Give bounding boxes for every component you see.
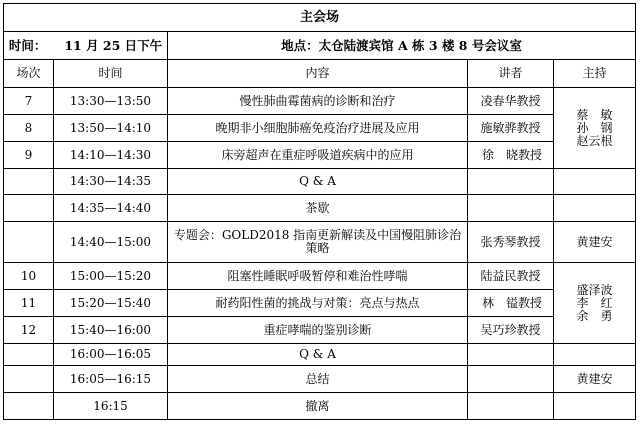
session-time: 14:30—14:35: [54, 169, 168, 195]
host-cell: [554, 222, 636, 263]
session-time: 13:50—14:10: [54, 115, 168, 142]
session-speaker: 陆益民教授: [468, 263, 554, 290]
session-speaker: 吴巧珍教授: [468, 317, 554, 344]
session-number: 10: [4, 263, 54, 290]
table-row: [4, 195, 636, 222]
table-row: [4, 263, 636, 290]
schedule-table: [3, 3, 636, 420]
host-name: 盛泽波: [576, 282, 613, 297]
session-topic: 茶歇: [168, 195, 468, 222]
host-cell: [554, 88, 636, 169]
session-time: 14:35—14:40: [54, 195, 168, 222]
table-row: [4, 88, 636, 115]
session-topic: 总结: [168, 366, 468, 393]
session-topic: 阻塞性睡眠呼吸暂停和难治性哮喘: [168, 263, 468, 290]
session-topic: 撤离: [168, 393, 468, 420]
session-number: [4, 366, 54, 393]
table-row: [4, 366, 636, 393]
table-row: [4, 393, 636, 420]
table-row: [4, 344, 636, 366]
session-number: 9: [4, 142, 54, 169]
session-number: [4, 222, 54, 263]
table-row: [4, 290, 636, 317]
host-cell: [554, 393, 636, 420]
session-speaker: 施敏骅教授: [468, 115, 554, 142]
host-cell: [554, 263, 636, 344]
session-speaker: 张秀琴教授: [468, 222, 554, 263]
column-header: 内容: [168, 60, 468, 88]
session-topic: Q & A: [168, 344, 468, 366]
session-number: [4, 393, 54, 420]
session-topic: Q & A: [168, 169, 468, 195]
session-time: 14:40—15:00: [54, 222, 168, 263]
session-time: 15:40—16:00: [54, 317, 168, 344]
table-row: [4, 142, 636, 169]
session-topic: 耐药阳性菌的挑战与对策：亮点与热点: [168, 290, 468, 317]
host-name: 蔡 敏: [576, 107, 613, 122]
session-number: 11: [4, 290, 54, 317]
session-speaker: 林 镒教授: [468, 290, 554, 317]
host-name: 余 勇: [576, 308, 613, 323]
table-row: [4, 115, 636, 142]
column-header: 场次: [4, 60, 54, 88]
session-number: 12: [4, 317, 54, 344]
time-value: 11 月 25 日下午: [64, 38, 163, 53]
session-number: [4, 344, 54, 366]
session-topic: 晚期非小细胞肺癌免疫治疗进展及应用: [168, 115, 468, 142]
header-row: [4, 60, 636, 88]
host-cell: [554, 344, 636, 366]
host-name: 赵云根: [576, 133, 613, 148]
session-time: 16:15: [54, 393, 168, 420]
host-cell: [554, 195, 636, 222]
column-header: 时间: [54, 60, 168, 88]
table-row: [4, 222, 636, 263]
place-label: 地点：: [281, 38, 319, 53]
table-row: [4, 169, 636, 195]
session-time: 16:05—16:15: [54, 366, 168, 393]
session-number: [4, 169, 54, 195]
host-name: 孙 钢: [576, 120, 613, 135]
session-time: 14:10—14:30: [54, 142, 168, 169]
session-speaker: [468, 169, 554, 195]
host-name: 黄建安: [576, 371, 613, 386]
session-speaker: 凌春华教授: [468, 88, 554, 115]
table-row: [4, 317, 636, 344]
host-name: 黄建安: [576, 234, 613, 249]
host-cell: [554, 169, 636, 195]
session-time: 13:30—13:50: [54, 88, 168, 115]
time-label: 时间：: [8, 38, 47, 53]
session-number: [4, 195, 54, 222]
host-name: 李 红: [576, 295, 613, 310]
session-speaker: [468, 366, 554, 393]
session-time: 15:20—15:40: [54, 290, 168, 317]
title-row: [4, 4, 636, 32]
session-number: 8: [4, 115, 54, 142]
session-speaker: [468, 195, 554, 222]
place-info: [168, 32, 636, 60]
place-value: 太仓陆渡宾馆 A 栋 3 楼 8 号会议室: [318, 38, 522, 53]
host-cell: [554, 366, 636, 393]
time-info: [4, 32, 168, 60]
session-speaker: [468, 344, 554, 366]
info-row: [4, 32, 636, 60]
session-time: 15:00—15:20: [54, 263, 168, 290]
session-speaker: 徐 晓教授: [468, 142, 554, 169]
column-header: 讲者: [468, 60, 554, 88]
session-topic: 重症哮喘的鉴别诊断: [168, 317, 468, 344]
column-header: 主持: [554, 60, 636, 88]
session-time: 16:00—16:05: [54, 344, 168, 366]
venue-title: 主会场: [4, 4, 636, 32]
session-number: 7: [4, 88, 54, 115]
session-speaker: [468, 393, 554, 420]
session-topic: 床旁超声在重症呼吸道疾病中的应用: [168, 142, 468, 169]
session-topic: 专题会：GOLD2018 指南更新解读及中国慢阻肺诊治策略: [168, 222, 468, 263]
session-topic: 慢性肺曲霉菌病的诊断和治疗: [168, 88, 468, 115]
